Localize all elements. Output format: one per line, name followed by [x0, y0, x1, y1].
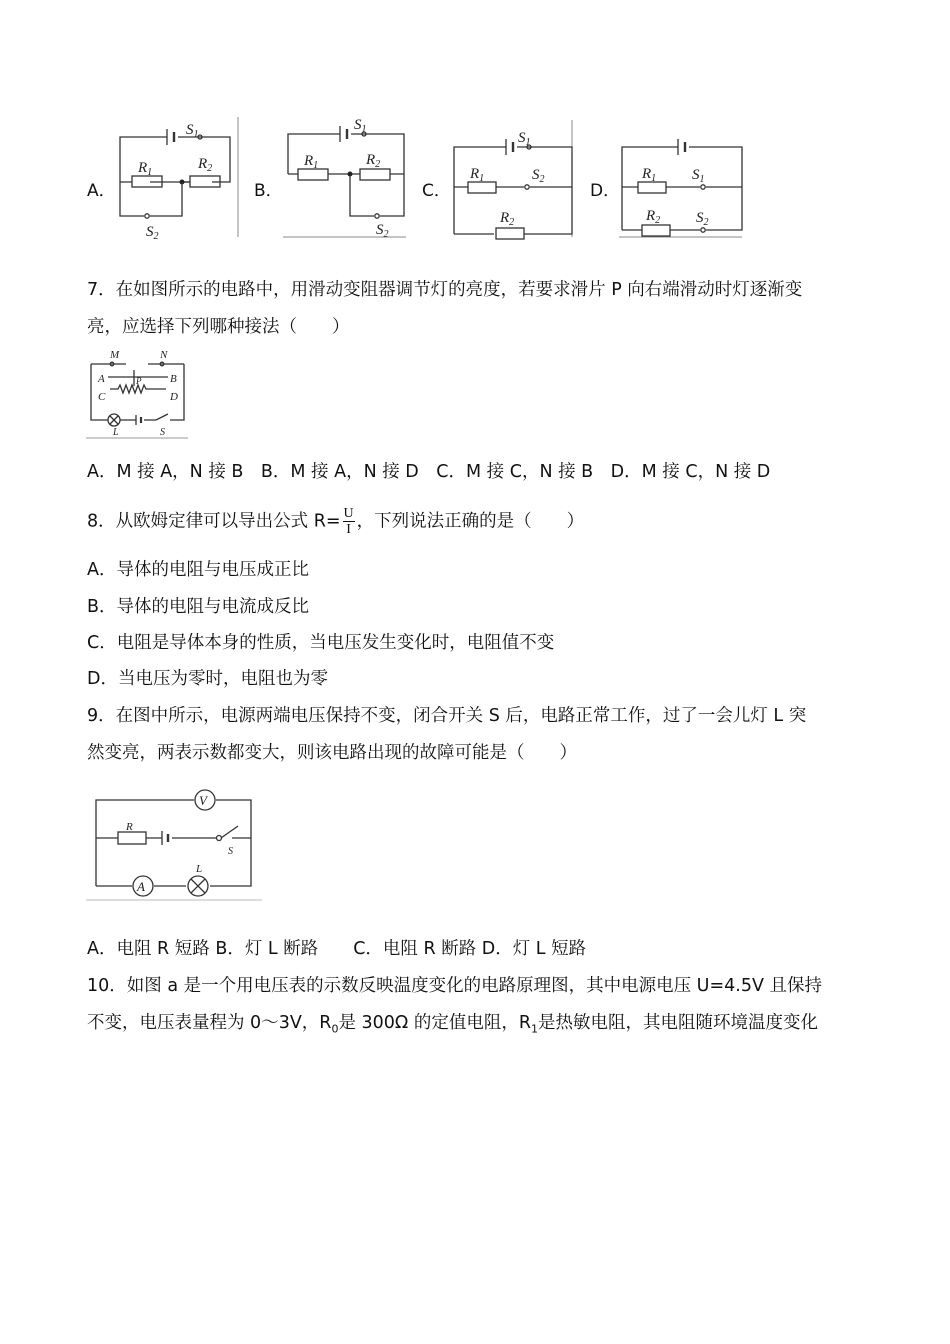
svg-text:R: R — [126, 821, 133, 833]
svg-text:R1: $R_1$ — [304, 153, 319, 171]
svg-text:R2: $R_2$ — [500, 210, 515, 228]
svg-text:R2: $R_2$ — [198, 156, 213, 174]
svg-text:D: D — [170, 391, 178, 403]
q8-stem-after: ，下列说法正确的是（ ） — [356, 511, 585, 532]
q10-sub-0: 0 — [331, 1022, 339, 1036]
svg-text:A: A — [98, 373, 105, 385]
q6-circuit-c — [448, 112, 578, 240]
q8-frac-num: U — [343, 506, 354, 521]
q8-stem-before: 8．从欧姆定律可以导出公式 R= — [87, 511, 341, 532]
svg-text:S2: $S_2$ — [376, 222, 389, 240]
q10-stem-line-1: 10．如图 a 是一个用电压表的示数反映温度变化的电路原理图，其中电源电压 U=4.5V 且保持 — [87, 976, 823, 996]
q10-sub-1: 1 — [531, 1022, 539, 1036]
q6-circuit-a — [112, 112, 242, 240]
svg-text:S1: $S_1$ — [692, 167, 705, 185]
q8-option-d: D．当电压为零时，电阻也为零 — [87, 669, 328, 689]
svg-text:S1: $S_1$ — [186, 122, 199, 140]
q6-option-b-label: B． — [254, 181, 283, 201]
q9-circuit-figure — [86, 776, 264, 904]
q10-text-b: 是 300Ω 的定值电阻，R — [338, 1013, 532, 1033]
svg-text:S: S — [160, 427, 165, 438]
q8-stem — [87, 506, 584, 537]
q6-option-c-label: C． — [422, 181, 451, 201]
q8-option-c: C．电阻是导体本身的性质，当电压发生变化时，电阻值不变 — [87, 633, 555, 653]
svg-text:S1: $S_1$ — [354, 117, 367, 135]
q7-stem-line-2: 亮，应选择下列哪种接法（ ） — [87, 317, 350, 337]
svg-text:P: P — [136, 376, 142, 386]
q9-options: A．电阻 R 短路 B．灯 L 断路 C．电阻 R 断路 D．灯 L 短路 — [87, 939, 587, 959]
q10-text-a: 不变，电压表量程为 0～3V，R — [87, 1013, 332, 1033]
q6-option-d-label: D． — [590, 181, 621, 201]
q7-options: A．M 接 A，N 接 B B．M 接 A，N 接 D C．M 接 C，N 接 B D．M 接 C，N 接 D — [87, 462, 771, 482]
svg-text:S2: $S_2$ — [146, 224, 159, 242]
q6-circuit-d — [616, 112, 748, 240]
q6-circuit-b — [280, 112, 410, 240]
svg-text:S2: $S_2$ — [696, 210, 709, 228]
q7-circuit-figure — [86, 346, 190, 440]
svg-text:R1: $R_1$ — [138, 160, 153, 178]
q6-option-a-label: A． — [87, 181, 116, 201]
svg-text:S1: $S_1$ — [518, 130, 531, 148]
q9-stem-line-1: 9．在图中所示，电源两端电压保持不变，闭合开关 S 后，电路正常工作，过了一会儿灯 L 突 — [87, 706, 807, 726]
q8-option-b: B．导体的电阻与电流成反比 — [87, 597, 310, 617]
svg-text:L: L — [113, 427, 119, 438]
svg-text:R1: $R_1$ — [470, 166, 485, 184]
svg-text:R1: $R_1$ — [642, 166, 657, 184]
svg-text:S: S — [228, 846, 233, 857]
svg-text:R2: $R_2$ — [366, 152, 381, 170]
q7-stem-line-1: 7．在如图所示的电路中，用滑动变阻器调节灯的亮度，若要求滑片 P 向右端滑动时灯逐渐变 — [87, 280, 803, 300]
svg-text:L: L — [196, 863, 203, 875]
svg-text:N: N — [160, 349, 168, 361]
q10-stem-line-2 — [87, 1010, 818, 1043]
svg-text:A: A — [137, 879, 145, 894]
q9-stem-line-2: 然变亮，两表示数都变大，则该电路出现的故障可能是（ ） — [87, 743, 577, 763]
svg-text:B: B — [170, 373, 177, 385]
svg-text:R2: $R_2$ — [646, 208, 661, 226]
svg-text:S2: $S_2$ — [532, 167, 545, 185]
q8-option-a: A．导体的电阻与电压成正比 — [87, 560, 309, 580]
svg-text:M: M — [110, 349, 120, 361]
q8-frac-den: I — [346, 522, 351, 537]
svg-text:C: C — [98, 391, 106, 403]
q8-formula-fraction — [343, 506, 355, 537]
svg-text:V: V — [199, 793, 207, 808]
q10-text-c: 是热敏电阻，其电阻随环境温度变化 — [538, 1013, 819, 1033]
